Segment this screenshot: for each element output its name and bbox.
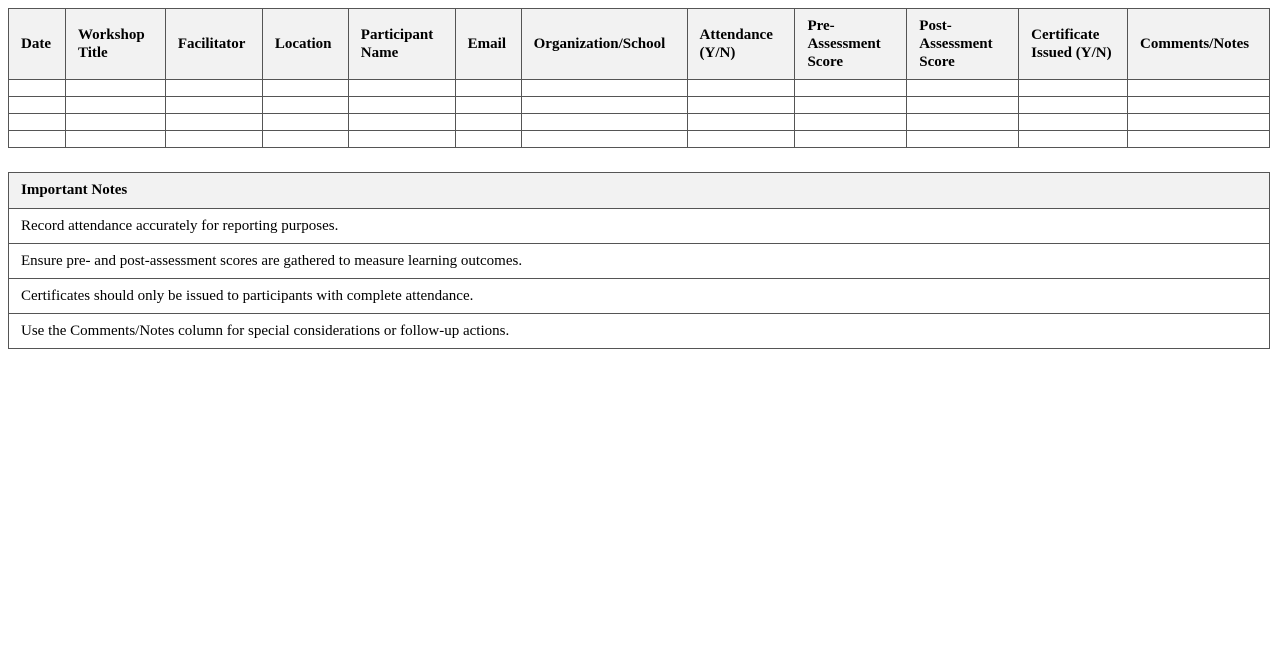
note-item: Certificates should only be issued to participants with complete attendance.: [9, 279, 1270, 314]
table-cell[interactable]: [1128, 80, 1270, 97]
table-cell[interactable]: [65, 131, 165, 148]
table-cell[interactable]: [1128, 114, 1270, 131]
table-cell[interactable]: [1019, 80, 1128, 97]
note-row: [9, 244, 1270, 279]
table-cell[interactable]: [65, 80, 165, 97]
column-header-attendance: Attendance (Y/N): [687, 9, 795, 80]
note-item: Record attendance accurately for reporting purposes.: [9, 209, 1270, 244]
important-notes-table: [8, 172, 1270, 349]
table-cell[interactable]: [1019, 97, 1128, 114]
table-cell[interactable]: [795, 114, 907, 131]
table-cell[interactable]: [795, 131, 907, 148]
table-cell[interactable]: [165, 80, 262, 97]
table-cell[interactable]: [262, 80, 348, 97]
table-cell[interactable]: [521, 114, 687, 131]
table-cell[interactable]: [262, 131, 348, 148]
workshop-tracking-table: [8, 8, 1270, 148]
table-cell[interactable]: [262, 97, 348, 114]
note-row: [9, 279, 1270, 314]
table-cell[interactable]: [521, 131, 687, 148]
note-row: [9, 209, 1270, 244]
table-cell[interactable]: [262, 114, 348, 131]
column-header-organization: Organization/School: [521, 9, 687, 80]
table-cell[interactable]: [65, 97, 165, 114]
column-header-comments: Comments/Notes: [1128, 9, 1270, 80]
notes-header-row: [9, 173, 1270, 209]
table-cell[interactable]: [455, 131, 521, 148]
table-cell[interactable]: [9, 114, 66, 131]
table-cell[interactable]: [795, 97, 907, 114]
table-cell[interactable]: [165, 131, 262, 148]
note-item: Use the Comments/Notes column for special considerations or follow-up actions.: [9, 314, 1270, 349]
table-cell[interactable]: [795, 80, 907, 97]
table-cell[interactable]: [907, 131, 1019, 148]
column-header-facilitator: Facilitator: [165, 9, 262, 80]
table-cell[interactable]: [521, 97, 687, 114]
table-row: [9, 114, 1270, 131]
table-cell[interactable]: [687, 114, 795, 131]
column-header-certificate-issued: Certificate Issued (Y/N): [1019, 9, 1128, 80]
table-cell[interactable]: [65, 114, 165, 131]
table-cell[interactable]: [455, 80, 521, 97]
note-row: [9, 314, 1270, 349]
table-cell[interactable]: [687, 131, 795, 148]
table-row: [9, 80, 1270, 97]
column-header-date: Date: [9, 9, 66, 80]
table-row: [9, 131, 1270, 148]
column-header-workshop-title: Workshop Title: [65, 9, 165, 80]
table-cell[interactable]: [455, 114, 521, 131]
table-cell[interactable]: [348, 97, 455, 114]
table-cell[interactable]: [348, 114, 455, 131]
table-row: [9, 97, 1270, 114]
table-cell[interactable]: [9, 97, 66, 114]
column-header-post-assessment: Post-Assessment Score: [907, 9, 1019, 80]
table-cell[interactable]: [1128, 131, 1270, 148]
table-cell[interactable]: [907, 114, 1019, 131]
table-cell[interactable]: [455, 97, 521, 114]
table-cell[interactable]: [165, 97, 262, 114]
column-header-location: Location: [262, 9, 348, 80]
note-item: Ensure pre- and post-assessment scores are gathered to measure learning outcomes.: [9, 244, 1270, 279]
table-cell[interactable]: [165, 114, 262, 131]
table-cell[interactable]: [1019, 114, 1128, 131]
column-header-email: Email: [455, 9, 521, 80]
table-cell[interactable]: [521, 80, 687, 97]
table-cell[interactable]: [9, 80, 66, 97]
table-cell[interactable]: [1019, 131, 1128, 148]
notes-title: Important Notes: [9, 173, 1270, 209]
table-cell[interactable]: [9, 131, 66, 148]
table-cell[interactable]: [1128, 97, 1270, 114]
table-cell[interactable]: [907, 80, 1019, 97]
column-header-participant-name: Participant Name: [348, 9, 455, 80]
table-cell[interactable]: [687, 80, 795, 97]
table-cell[interactable]: [687, 97, 795, 114]
table-cell[interactable]: [348, 131, 455, 148]
tracking-table-body: [9, 80, 1270, 148]
header-row: [9, 9, 1270, 80]
table-cell[interactable]: [348, 80, 455, 97]
table-cell[interactable]: [907, 97, 1019, 114]
column-header-pre-assessment: Pre-Assessment Score: [795, 9, 907, 80]
